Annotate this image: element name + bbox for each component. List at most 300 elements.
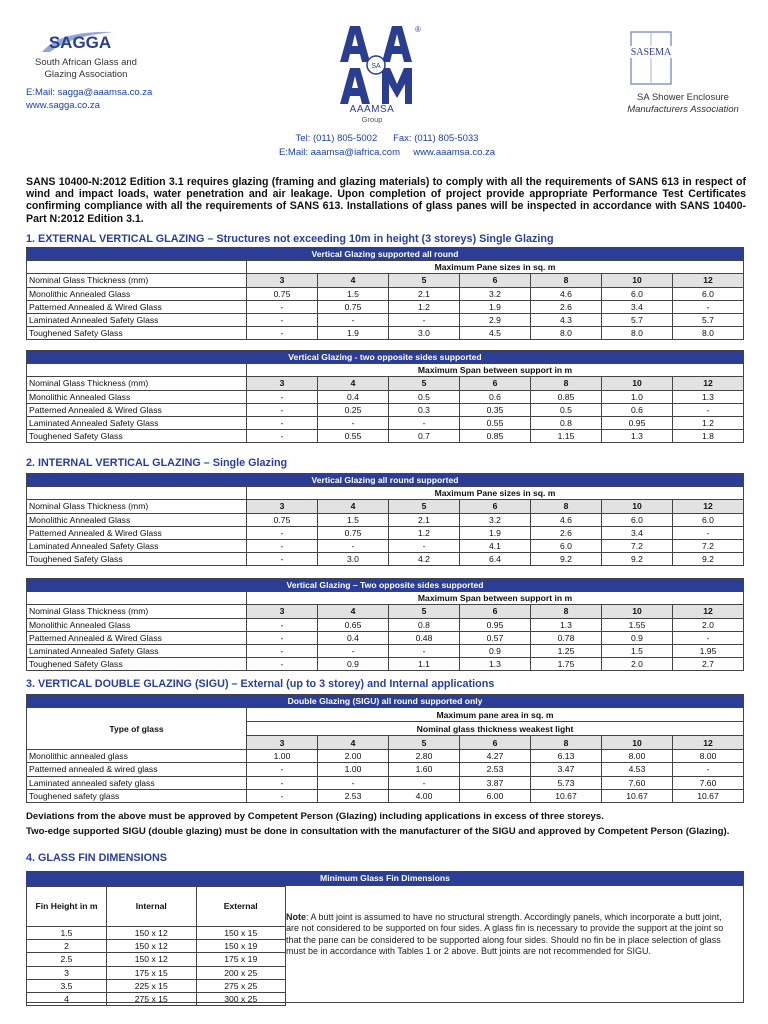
table-row [27,979,286,992]
value-cell: 4.00 [389,789,460,802]
table-row [27,776,744,789]
value-cell: 1.60 [389,763,460,776]
value-cell: 1.15 [531,430,602,443]
glass-type-label: Monolithic Annealed Glass [27,390,247,403]
value-cell: 0.48 [389,631,460,644]
value-cell: 1.3 [460,658,531,671]
value-cell: 6.0 [602,287,673,300]
thickness-header: 8 [531,500,602,513]
value-cell: 0.9 [602,631,673,644]
value-cell: 1.0 [602,390,673,403]
table-band: Vertical Glazing all round supported [27,474,744,487]
glass-type-label: Toughened safety glass [27,789,247,802]
value-cell: 1.9 [460,300,531,313]
value-cell: 6.00 [460,789,531,802]
glass-type-label: Toughened Safety Glass [27,430,247,443]
section-1-title: 1. EXTERNAL VERTICAL GLAZING – Structures not exceeding 10m in height (3 storeys) Single Glazing [26,233,554,245]
value-cell: - [247,403,318,416]
glass-type-label: Laminated Annealed Safety Glass [27,539,247,552]
fin-internal-header: Internal [107,887,197,927]
thickness-label: Nominal Glass Thickness (mm) [27,377,247,390]
value-cell: 0.85 [531,390,602,403]
table-blank-cell [27,261,247,274]
glass-type-label: Patterned Annealed & Wired Glass [27,403,247,416]
value-cell: 1.3 [673,390,744,403]
value-cell: 4.2 [389,553,460,566]
table-double-glazing [26,694,744,803]
value-cell: 2.9 [460,313,531,326]
value-cell: 0.8 [389,618,460,631]
glass-type-label: Patterned Annealed & Wired Glass [27,631,247,644]
table-row [27,763,744,776]
value-cell: 6.0 [531,539,602,552]
table-row [27,313,744,326]
table-row [27,927,286,940]
value-cell: - [247,327,318,340]
deviation-note: Deviations from the above must be approved by Competent Person (Glazing) including applications in excess of three storeys. [26,811,604,822]
value-cell: 0.4 [318,390,389,403]
value-cell: 0.8 [531,416,602,429]
value-cell: 4.6 [531,287,602,300]
value-cell: 6.0 [673,287,744,300]
table-row [27,539,744,552]
glass-type-label: Monolithic Annealed Glass [27,618,247,631]
value-cell: 2.1 [389,513,460,526]
value-cell: 1.5 [318,513,389,526]
fin-height: 2.5 [27,953,107,966]
thickness-label: Nominal Glass Thickness (mm) [27,605,247,618]
thickness-header: 8 [531,274,602,287]
thickness-header: 6 [460,500,531,513]
value-cell: 2.53 [460,763,531,776]
fin-height: 1.5 [27,927,107,940]
value-cell: 0.78 [531,631,602,644]
value-cell: 8.0 [602,327,673,340]
value-cell: - [389,644,460,657]
value-cell: 8.00 [602,750,673,763]
value-cell: 1.75 [531,658,602,671]
fin-note-text: : A butt joint is assumed to have no structural strength. Accordingly panels, which incorporate a butt joint, are not considered to be supported on four sides. A glass fin is necessary to provide the support at the joint so that the pane can be considered to be supported along four sides. Should no fin be in place selection of glass must be in accordance with Tables 1 or 2 above. Butt joints are not recommended for SIGU. [286,912,724,957]
table-row [27,658,744,671]
value-cell: 3.2 [460,287,531,300]
value-cell: - [318,776,389,789]
value-cell: - [247,300,318,313]
value-cell: - [247,763,318,776]
value-cell: 0.57 [460,631,531,644]
table-external-all-round [26,247,744,340]
table-blank-cell [27,487,247,500]
aaamsa-fax: Fax: (011) 805-5033 [393,133,479,144]
table-band-row [27,351,744,364]
value-cell: 3.0 [389,327,460,340]
value-cell: 0.25 [318,403,389,416]
table-row [27,644,744,657]
thickness-header: 10 [602,500,673,513]
table-row [27,789,744,802]
section-3-title: 3. VERTICAL DOUBLE GLAZING (SIGU) – External (up to 3 storey) and Internal applications [26,678,495,690]
fin-external: 275 x 25 [196,979,286,992]
value-cell: 1.3 [602,430,673,443]
sagga-name: South African Glass and Glazing Association [35,57,137,80]
value-cell: 0.7 [389,430,460,443]
value-cell: 3.4 [602,300,673,313]
glass-type-label: Toughened Safety Glass [27,553,247,566]
value-cell: - [247,618,318,631]
thickness-header: 3 [247,500,318,513]
value-cell: 3.4 [602,526,673,539]
fin-internal: 275 x 15 [107,992,197,1005]
value-cell: 2.0 [673,618,744,631]
fin-height-header: Fin Height in m [27,887,107,927]
value-cell: 0.85 [460,430,531,443]
thickness-header: 8 [531,736,602,750]
value-cell: 1.2 [673,416,744,429]
aaamsa-group: Group [361,115,383,124]
fin-internal: 150 x 12 [107,940,197,953]
value-cell: 0.5 [531,403,602,416]
table-row [27,953,286,966]
table-sub-row [27,487,744,500]
svg-text:®: ® [415,25,421,34]
table-blank-cell [27,592,247,605]
thickness-header: 10 [602,736,673,750]
table-row [27,940,286,953]
value-cell: 1.3 [531,618,602,631]
value-cell: 0.55 [460,416,531,429]
value-cell: 0.6 [460,390,531,403]
value-cell: - [247,644,318,657]
value-cell: 0.55 [318,430,389,443]
value-cell: - [247,416,318,429]
value-cell: 4.5 [460,327,531,340]
value-cell: 2.53 [318,789,389,802]
thickness-header: 5 [389,736,460,750]
value-cell: 0.75 [247,513,318,526]
value-cell: 1.55 [602,618,673,631]
table-row [27,966,286,979]
fin-height: 3.5 [27,979,107,992]
glass-type-label: Patterned Annealed & Wired Glass [27,300,247,313]
thickness-header: 10 [602,377,673,390]
value-cell: 7.2 [673,539,744,552]
value-cell: 3.87 [460,776,531,789]
glass-type-label: Monolithic Annealed Glass [27,513,247,526]
fin-internal: 175 x 15 [107,966,197,979]
thickness-header: 6 [460,736,531,750]
value-cell: 0.75 [318,300,389,313]
sagga-email-link[interactable]: E:Mail: sagga@aaamsa.co.za [26,87,153,98]
value-cell: - [673,631,744,644]
svg-text:SAGGA: SAGGA [48,33,112,52]
value-cell: 2.80 [389,750,460,763]
glass-type-label: Laminated Annealed Safety Glass [27,416,247,429]
value-cell: 0.9 [460,644,531,657]
thickness-header: 4 [318,274,389,287]
value-cell: - [247,313,318,326]
value-cell: 5.7 [673,313,744,326]
value-cell: 7.2 [602,539,673,552]
value-cell: 1.1 [389,658,460,671]
thickness-header: 12 [673,605,744,618]
value-cell: 0.75 [318,526,389,539]
table-subheading: Maximum Span between support in m [247,592,744,605]
thickness-header: 3 [247,605,318,618]
fin-external: 150 x 15 [196,927,286,940]
table-external-two-sides [26,350,744,443]
table-band-row [27,474,744,487]
value-cell: 0.35 [460,403,531,416]
thickness-header: 4 [318,500,389,513]
value-cell: 9.2 [602,553,673,566]
thickness-header: 10 [602,274,673,287]
value-cell: - [247,390,318,403]
value-cell: 1.5 [602,644,673,657]
glass-type-label: Toughened Safety Glass [27,658,247,671]
sasema-name: SA Shower Enclosure Manufacturers Association [627,92,739,115]
value-cell: 6.13 [531,750,602,763]
value-cell: - [247,526,318,539]
thickness-header: 5 [389,377,460,390]
thickness-header: 5 [389,274,460,287]
value-cell: - [389,416,460,429]
table-sub-row [27,708,744,722]
value-cell: - [673,300,744,313]
aaamsa-web-link[interactable]: www.aaamsa.co.za [413,147,496,158]
value-cell: - [247,789,318,802]
thickness-header: 4 [318,605,389,618]
two-edge-note: Two-edge supported SIGU (double glazing) must be done in consultation with the manufacturer of the SIGU and approved by Competent Person (Glazing). [26,826,730,837]
thickness-header: 3 [247,736,318,750]
sagga-web-link[interactable]: www.sagga.co.za [26,100,100,111]
type-of-glass-label: Type of glass [27,708,247,750]
letterhead [0,0,768,170]
table-band-row [27,579,744,592]
value-cell: 3.47 [531,763,602,776]
value-cell: 9.2 [531,553,602,566]
value-cell: - [247,553,318,566]
value-cell: 4.3 [531,313,602,326]
thickness-header: 12 [673,377,744,390]
value-cell: - [389,539,460,552]
table-row [27,553,744,566]
fin-note [286,912,726,958]
value-cell: 0.9 [318,658,389,671]
value-cell: 9.2 [673,553,744,566]
value-cell: 6.0 [602,513,673,526]
value-cell: 2.6 [531,300,602,313]
thickness-header: 3 [247,377,318,390]
thickness-header: 8 [531,605,602,618]
table-subheading-2: Nominal glass thickness weakest light [247,722,744,736]
value-cell: 0.95 [460,618,531,631]
sagga-contact [26,86,152,112]
aaamsa-phone: Tel: (011) 805-5002 [295,133,378,144]
value-cell: - [673,526,744,539]
thickness-header: 4 [318,736,389,750]
aaamsa-name: AAAMSA [349,104,395,115]
value-cell: - [247,631,318,644]
table-internal-all-round [26,473,744,566]
table-row [27,430,744,443]
thickness-header: 6 [460,274,531,287]
value-cell: - [389,313,460,326]
value-cell: 0.75 [247,287,318,300]
value-cell: 4.1 [460,539,531,552]
table-row [27,618,744,631]
table-band: Vertical Glazing – Two opposite sides supported [27,579,744,592]
value-cell: 8.0 [673,327,744,340]
value-cell: 2.0 [602,658,673,671]
table-band: Double Glazing (SIGU) all round supported only [27,695,744,708]
glass-type-label: Patterned annealed & wired glass [27,763,247,776]
value-cell: 10.67 [673,789,744,802]
table-blank-cell [27,364,247,377]
value-cell: - [318,539,389,552]
fin-internal: 150 x 12 [107,927,197,940]
value-cell: 3.0 [318,553,389,566]
thickness-header: 12 [673,274,744,287]
value-cell: 1.8 [673,430,744,443]
value-cell: 4.53 [602,763,673,776]
svg-text:SA: SA [371,63,381,70]
table-subheading: Maximum Pane sizes in sq. m [247,487,744,500]
table-row [27,526,744,539]
glass-type-label: Laminated annealed safety glass [27,776,247,789]
value-cell: 1.00 [247,750,318,763]
value-cell: 2.1 [389,287,460,300]
value-cell: 0.6 [602,403,673,416]
value-cell: 2.6 [531,526,602,539]
table-row [27,513,744,526]
table-row [27,750,744,763]
thickness-header: 12 [673,736,744,750]
value-cell: - [318,416,389,429]
table-subheading: Maximum Pane sizes in sq. m [247,261,744,274]
table-subheading: Maximum pane area in sq. m [247,708,744,722]
table-internal-two-sides [26,578,744,671]
value-cell: 10.67 [531,789,602,802]
table-row [27,992,286,1005]
table-row [27,403,744,416]
table-glass-fin [26,886,286,1006]
table-row [27,416,744,429]
table-band: Vertical Glazing - two opposite sides supported [27,351,744,364]
value-cell: 5.73 [531,776,602,789]
table-sub-row [27,592,744,605]
table-band: Vertical Glazing supported all round [27,248,744,261]
value-cell: - [247,776,318,789]
aaamsa-contact [262,132,512,160]
value-cell: 3.2 [460,513,531,526]
thickness-header: 3 [247,274,318,287]
value-cell: 2.7 [673,658,744,671]
value-cell: 4.6 [531,513,602,526]
value-cell: 0.65 [318,618,389,631]
value-cell: 8.00 [673,750,744,763]
value-cell: 1.25 [531,644,602,657]
fin-height: 2 [27,940,107,953]
fin-external-header: External [196,887,286,927]
table-header-row [27,377,744,390]
glass-type-label: Toughened Safety Glass [27,327,247,340]
value-cell: 6.4 [460,553,531,566]
fin-height: 4 [27,992,107,1005]
glass-type-label: Laminated Annealed Safety Glass [27,644,247,657]
value-cell: 7.60 [673,776,744,789]
aaamsa-logo [338,22,424,108]
fin-note-label: Note [286,912,306,922]
value-cell: - [247,430,318,443]
thickness-header: 12 [673,500,744,513]
thickness-header: 4 [318,377,389,390]
value-cell: - [247,539,318,552]
fin-external: 175 x 19 [196,953,286,966]
fin-internal: 150 x 12 [107,953,197,966]
value-cell: 5.7 [602,313,673,326]
value-cell: 1.95 [673,644,744,657]
value-cell: 1.2 [389,300,460,313]
value-cell: - [673,403,744,416]
value-cell: 0.95 [602,416,673,429]
aaamsa-email-link[interactable]: E:Mail: aaamsa@iafrica.com [278,147,400,158]
fin-height: 3 [27,966,107,979]
thickness-label: Nominal Glass Thickness (mm) [27,500,247,513]
table-subheading: Maximum Span between support in m [247,364,744,377]
value-cell: - [318,313,389,326]
fin-external: 200 x 25 [196,966,286,979]
fin-header-row [27,887,286,927]
svg-text:SASEMA: SASEMA [630,47,672,58]
table-sub-row [27,261,744,274]
thickness-header: 5 [389,605,460,618]
value-cell: 10.67 [602,789,673,802]
fin-table-band: Minimum Glass Fin Dimensions [26,871,744,886]
section-4-title: 4. GLASS FIN DIMENSIONS [26,852,167,864]
section-2-title: 2. INTERNAL VERTICAL GLAZING – Single Glazing [26,457,288,469]
sasema-logo [621,30,681,86]
value-cell: 6.0 [673,513,744,526]
value-cell: - [318,644,389,657]
value-cell: - [673,763,744,776]
value-cell: 1.00 [318,763,389,776]
table-sub-row [27,364,744,377]
value-cell: 1.2 [389,526,460,539]
table-row [27,390,744,403]
glass-type-label: Monolithic Annealed Glass [27,287,247,300]
value-cell: 0.5 [389,390,460,403]
value-cell: 0.4 [318,631,389,644]
thickness-header: 8 [531,377,602,390]
value-cell: 0.3 [389,403,460,416]
table-row [27,287,744,300]
glass-type-label: Patterned Annealed & Wired Glass [27,526,247,539]
table-header-row [27,605,744,618]
value-cell: 2.00 [318,750,389,763]
fin-external: 300 x 25 [196,992,286,1005]
value-cell: 1.9 [318,327,389,340]
value-cell: 8.0 [531,327,602,340]
glass-type-label: Monolithic annealed glass [27,750,247,763]
intro-paragraph: SANS 10400-N:2012 Edition 3.1 requires glazing (framing and glazing materials) to comply with all the requirements of SANS 613 in respect of wind and impact loads, water penetration and air leakage. Upon completion of project provide appropriate Performance Test Certificates confirming compliance with all the requirements of SANS 613. Installations of glass panes will be inspected in accordance with SANS 10400-Part N:2012 Edition 3.1. [26,176,746,225]
fin-external: 150 x 19 [196,940,286,953]
fin-internal: 225 x 15 [107,979,197,992]
value-cell: 4.27 [460,750,531,763]
sagga-logo [40,26,118,56]
thickness-header: 10 [602,605,673,618]
table-header-row [27,500,744,513]
thickness-header: 5 [389,500,460,513]
table-header-row [27,274,744,287]
